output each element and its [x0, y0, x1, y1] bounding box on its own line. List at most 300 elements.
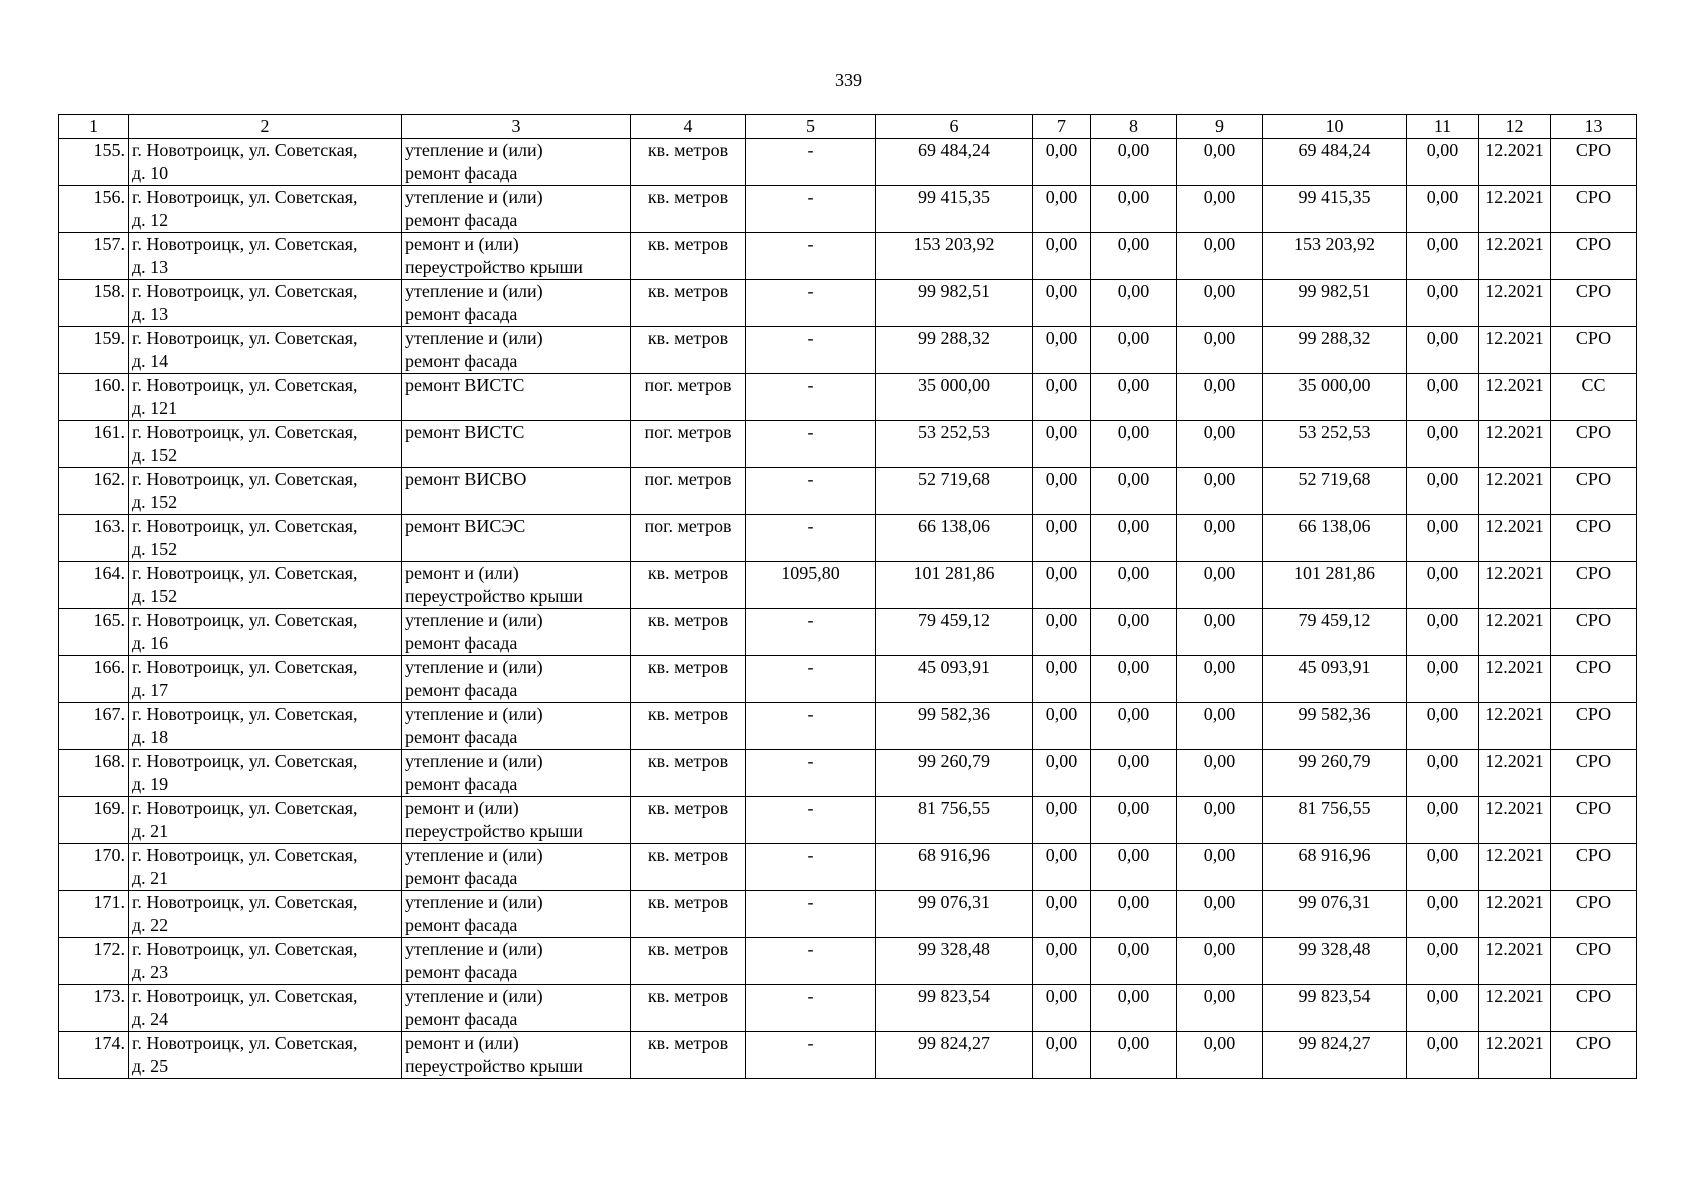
address-cell [129, 844, 402, 891]
col12-cell-text: 12.2021 [1485, 234, 1544, 254]
col5-cell-text: - [807, 422, 814, 442]
col6-cell [876, 327, 1033, 374]
col11-cell [1407, 139, 1479, 186]
work-type-cell-text: ремонт фасада [405, 1009, 518, 1029]
col10-cell-text: 52 719,68 [1298, 469, 1371, 489]
col8-cell-text: 0,00 [1117, 986, 1150, 1006]
col12-cell-text: 12.2021 [1485, 798, 1544, 818]
col9-cell-text: 0,00 [1203, 610, 1236, 630]
col12-cell-text: 12.2021 [1485, 751, 1544, 771]
col13-cell-text: СРО [1575, 140, 1612, 160]
work-type-cell-text: ремонт фасада [405, 210, 518, 230]
col6-cell-text: 99 076,31 [918, 892, 990, 912]
col11-cell-text: 0,00 [1426, 516, 1459, 536]
col10-cell [1263, 656, 1407, 703]
row-number-cell [59, 468, 129, 515]
address-cell [129, 985, 402, 1032]
unit-cell-text: пог. метров [644, 422, 732, 442]
col5-cell [746, 421, 876, 468]
col10-cell-text: 66 138,06 [1298, 516, 1371, 536]
unit-cell-text: кв. метров [647, 281, 729, 301]
col7-cell-text: 0,00 [1045, 516, 1078, 536]
row-number-cell [59, 703, 129, 750]
col13-cell [1551, 656, 1637, 703]
col6-cell-text: 66 138,06 [918, 516, 990, 536]
address-cell-text: д. 152 [132, 445, 178, 465]
row-number-cell-text: 164. [93, 563, 125, 583]
col11-cell [1407, 797, 1479, 844]
col10-cell-text: 35 000,00 [1298, 375, 1371, 395]
col12-cell-text: 12.2021 [1485, 375, 1544, 395]
address-cell-text: д. 152 [132, 586, 178, 606]
col12-cell-text: 12.2021 [1485, 986, 1544, 1006]
work-type-cell [402, 233, 631, 280]
col11-cell-text: 0,00 [1426, 751, 1459, 771]
work-type-cell-text: утепление и (или) [405, 187, 543, 207]
col8-cell-text: 0,00 [1117, 939, 1150, 959]
col6-cell [876, 139, 1033, 186]
col6-cell-text: 69 484,24 [918, 140, 990, 160]
work-type-cell-text: переустройство крыши [405, 1056, 583, 1076]
work-type-cell [402, 139, 631, 186]
table-row [59, 515, 1637, 562]
row-number-cell-text: 158. [93, 281, 125, 301]
col13-cell-text: СРО [1575, 281, 1612, 301]
col7-cell-text: 0,00 [1045, 375, 1078, 395]
col12-cell [1479, 985, 1551, 1032]
unit-cell [631, 515, 746, 562]
col13-cell-text: СС [1581, 375, 1606, 395]
col7-cell-text: 0,00 [1045, 563, 1078, 583]
col8-cell-text: 0,00 [1117, 657, 1150, 677]
col7-cell [1033, 139, 1091, 186]
col10-cell-text: 79 459,12 [1298, 610, 1371, 630]
col5-cell [746, 139, 876, 186]
table-row [59, 562, 1637, 609]
unit-cell [631, 1032, 746, 1079]
col11-cell-text: 0,00 [1426, 234, 1459, 254]
col12-cell [1479, 891, 1551, 938]
col7-cell-text: 0,00 [1045, 610, 1078, 630]
col6-cell [876, 280, 1033, 327]
col11-cell-text: 0,00 [1426, 845, 1459, 865]
col7-cell-text: 0,00 [1045, 845, 1078, 865]
col8-cell-text: 0,00 [1117, 845, 1150, 865]
unit-cell-text: пог. метров [644, 375, 732, 395]
row-number-cell-text: 167. [93, 704, 125, 724]
col8-cell-text: 0,00 [1117, 751, 1150, 771]
col9-cell [1177, 280, 1263, 327]
col10-cell-text: 69 484,24 [1298, 140, 1371, 160]
table-row [59, 421, 1637, 468]
table-row [59, 656, 1637, 703]
col9-cell-text: 0,00 [1203, 469, 1236, 489]
col8-cell-text: 0,00 [1117, 422, 1150, 442]
unit-cell [631, 374, 746, 421]
col5-cell-text: - [807, 798, 814, 818]
col8-cell [1091, 985, 1177, 1032]
col13-cell-text: СРО [1575, 516, 1612, 536]
unit-cell [631, 844, 746, 891]
col10-cell [1263, 421, 1407, 468]
column-header: 11 [1407, 115, 1479, 139]
row-number-cell [59, 562, 129, 609]
col9-cell-text: 0,00 [1203, 328, 1236, 348]
unit-cell-text: кв. метров [647, 986, 729, 1006]
col7-cell [1033, 985, 1091, 1032]
col11-cell-text: 0,00 [1426, 469, 1459, 489]
col7-cell [1033, 609, 1091, 656]
row-number-cell [59, 797, 129, 844]
col9-cell-text: 0,00 [1203, 892, 1236, 912]
col12-cell-text: 12.2021 [1485, 140, 1544, 160]
work-type-cell-text: утепление и (или) [405, 939, 543, 959]
work-type-cell [402, 186, 631, 233]
col10-cell-text: 45 093,91 [1298, 657, 1371, 677]
col10-cell [1263, 374, 1407, 421]
col10-cell [1263, 844, 1407, 891]
col9-cell-text: 0,00 [1203, 234, 1236, 254]
col8-cell [1091, 844, 1177, 891]
col7-cell-text: 0,00 [1045, 281, 1078, 301]
work-type-cell-text: ремонт фасада [405, 633, 518, 653]
col13-cell [1551, 844, 1637, 891]
address-cell-text: г. Новотроицк, ул. Советская, [132, 187, 358, 207]
address-cell-text: д. 24 [132, 1009, 169, 1029]
col9-cell-text: 0,00 [1203, 798, 1236, 818]
col9-cell-text: 0,00 [1203, 187, 1236, 207]
col13-cell-text: СРО [1575, 187, 1612, 207]
address-cell [129, 609, 402, 656]
col12-cell-text: 12.2021 [1485, 563, 1544, 583]
col8-cell [1091, 280, 1177, 327]
col5-cell-text: 1095,80 [781, 563, 840, 583]
unit-cell [631, 562, 746, 609]
col13-cell [1551, 1032, 1637, 1079]
col7-cell [1033, 562, 1091, 609]
address-cell-text: г. Новотроицк, ул. Советская, [132, 657, 358, 677]
work-type-cell-text: утепление и (или) [405, 281, 543, 301]
col13-cell-text: СРО [1575, 892, 1612, 912]
work-type-cell-text: ремонт фасада [405, 962, 518, 982]
col8-cell [1091, 327, 1177, 374]
col7-cell-text: 0,00 [1045, 422, 1078, 442]
table-row [59, 1032, 1637, 1079]
col11-cell [1407, 891, 1479, 938]
work-type-cell [402, 703, 631, 750]
col10-cell-text: 99 823,54 [1298, 986, 1371, 1006]
col6-cell-text: 99 823,54 [918, 986, 990, 1006]
unit-cell [631, 703, 746, 750]
col10-cell [1263, 515, 1407, 562]
address-cell [129, 515, 402, 562]
col6-cell [876, 750, 1033, 797]
address-cell [129, 750, 402, 797]
col8-cell [1091, 139, 1177, 186]
col8-cell-text: 0,00 [1117, 281, 1150, 301]
row-number-cell [59, 891, 129, 938]
work-type-cell-text: ремонт фасада [405, 868, 518, 888]
row-number-cell [59, 280, 129, 327]
col10-cell-text: 68 916,96 [1298, 845, 1371, 865]
col12-cell-text: 12.2021 [1485, 281, 1544, 301]
row-number-cell-text: 174. [93, 1033, 125, 1053]
work-type-cell [402, 844, 631, 891]
col8-cell [1091, 703, 1177, 750]
col11-cell [1407, 374, 1479, 421]
address-cell-text: г. Новотроицк, ул. Советская, [132, 516, 358, 536]
col6-cell [876, 797, 1033, 844]
col9-cell [1177, 327, 1263, 374]
col7-cell-text: 0,00 [1045, 234, 1078, 254]
work-type-cell [402, 421, 631, 468]
col10-cell-text: 99 415,35 [1298, 187, 1371, 207]
col11-cell [1407, 515, 1479, 562]
col6-cell-text: 101 281,86 [913, 563, 995, 583]
col10-cell [1263, 985, 1407, 1032]
address-cell-text: г. Новотроицк, ул. Советская, [132, 610, 358, 630]
col8-cell [1091, 891, 1177, 938]
col11-cell-text: 0,00 [1426, 610, 1459, 630]
col5-cell-text: - [807, 234, 814, 254]
col9-cell [1177, 515, 1263, 562]
col6-cell [876, 562, 1033, 609]
col11-cell-text: 0,00 [1426, 798, 1459, 818]
work-type-cell-text: ремонт фасада [405, 680, 518, 700]
col5-cell-text: - [807, 939, 814, 959]
col12-cell-text: 12.2021 [1485, 657, 1544, 677]
col11-cell [1407, 609, 1479, 656]
col10-cell [1263, 233, 1407, 280]
unit-cell [631, 985, 746, 1032]
col11-cell [1407, 844, 1479, 891]
col8-cell-text: 0,00 [1117, 704, 1150, 724]
col6-cell [876, 421, 1033, 468]
col5-cell [746, 938, 876, 985]
col13-cell-text: СРО [1575, 657, 1612, 677]
work-type-cell [402, 1032, 631, 1079]
address-cell-text: д. 18 [132, 727, 169, 747]
col8-cell-text: 0,00 [1117, 610, 1150, 630]
col13-cell [1551, 562, 1637, 609]
col5-cell-text: - [807, 140, 814, 160]
col12-cell [1479, 280, 1551, 327]
col10-cell-text: 153 203,92 [1294, 234, 1375, 254]
col6-cell-text: 99 260,79 [918, 751, 990, 771]
col12-cell [1479, 1032, 1551, 1079]
col8-cell [1091, 797, 1177, 844]
row-number-cell-text: 170. [93, 845, 125, 865]
work-type-cell-text: переустройство крыши [405, 257, 583, 277]
col5-cell [746, 468, 876, 515]
address-cell-text: д. 22 [132, 915, 169, 935]
col11-cell [1407, 233, 1479, 280]
col12-cell-text: 12.2021 [1485, 892, 1544, 912]
address-cell [129, 891, 402, 938]
address-cell-text: г. Новотроицк, ул. Советская, [132, 798, 358, 818]
work-type-cell-text: ремонт фасада [405, 304, 518, 324]
row-number-cell-text: 165. [93, 610, 125, 630]
col12-cell-text: 12.2021 [1485, 422, 1544, 442]
col5-cell [746, 233, 876, 280]
column-header: 4 [631, 115, 746, 139]
address-cell-text: д. 25 [132, 1056, 169, 1076]
col13-cell [1551, 280, 1637, 327]
col13-cell-text: СРО [1575, 1033, 1612, 1053]
unit-cell [631, 280, 746, 327]
col11-cell [1407, 468, 1479, 515]
col10-cell [1263, 327, 1407, 374]
col11-cell [1407, 750, 1479, 797]
row-number-cell [59, 515, 129, 562]
col10-cell [1263, 1032, 1407, 1079]
column-header: 10 [1263, 115, 1407, 139]
row-number-cell [59, 609, 129, 656]
col12-cell [1479, 844, 1551, 891]
col8-cell-text: 0,00 [1117, 469, 1150, 489]
address-cell-text: г. Новотроицк, ул. Советская, [132, 939, 358, 959]
table-row [59, 938, 1637, 985]
col5-cell-text: - [807, 657, 814, 677]
col13-cell [1551, 750, 1637, 797]
col11-cell-text: 0,00 [1426, 140, 1459, 160]
unit-cell-text: кв. метров [647, 798, 729, 818]
column-header: 3 [402, 115, 631, 139]
table-row [59, 609, 1637, 656]
col9-cell-text: 0,00 [1203, 375, 1236, 395]
col13-cell-text: СРО [1575, 610, 1612, 630]
col8-cell [1091, 656, 1177, 703]
col13-cell-text: СРО [1575, 422, 1612, 442]
address-cell-text: д. 12 [132, 210, 169, 230]
work-type-cell-text: ремонт фасада [405, 915, 518, 935]
col8-cell [1091, 562, 1177, 609]
unit-cell-text: кв. метров [647, 234, 729, 254]
col7-cell [1033, 233, 1091, 280]
col8-cell [1091, 233, 1177, 280]
col13-cell-text: СРО [1575, 704, 1612, 724]
col6-cell-text: 153 203,92 [913, 234, 995, 254]
unit-cell [631, 656, 746, 703]
work-type-cell-text: ремонт ВИСВО [405, 469, 527, 489]
col12-cell-text: 12.2021 [1485, 1033, 1544, 1053]
col10-cell [1263, 186, 1407, 233]
col8-cell [1091, 938, 1177, 985]
col7-cell-text: 0,00 [1045, 751, 1078, 771]
col5-cell-text: - [807, 187, 814, 207]
col13-cell [1551, 609, 1637, 656]
unit-cell-text: пог. метров [644, 469, 732, 489]
col8-cell-text: 0,00 [1117, 563, 1150, 583]
col8-cell-text: 0,00 [1117, 1033, 1150, 1053]
work-type-cell-text: ремонт ВИСТС [405, 375, 525, 395]
col8-cell [1091, 186, 1177, 233]
col6-cell [876, 985, 1033, 1032]
col11-cell [1407, 186, 1479, 233]
row-number-cell [59, 656, 129, 703]
address-cell [129, 562, 402, 609]
col13-cell [1551, 468, 1637, 515]
col8-cell [1091, 374, 1177, 421]
col7-cell [1033, 703, 1091, 750]
col6-cell-text: 35 000,00 [918, 375, 990, 395]
col8-cell [1091, 468, 1177, 515]
col11-cell [1407, 421, 1479, 468]
row-number-cell [59, 374, 129, 421]
col5-cell [746, 186, 876, 233]
work-type-cell [402, 891, 631, 938]
col12-cell [1479, 421, 1551, 468]
col8-cell [1091, 1032, 1177, 1079]
work-type-cell [402, 609, 631, 656]
col5-cell-text: - [807, 704, 814, 724]
col7-cell [1033, 797, 1091, 844]
col5-cell [746, 374, 876, 421]
unit-cell-text: кв. метров [647, 187, 729, 207]
col7-cell [1033, 938, 1091, 985]
address-cell [129, 656, 402, 703]
col6-cell [876, 1032, 1033, 1079]
address-cell-text: д. 23 [132, 962, 169, 982]
table-row [59, 327, 1637, 374]
address-cell-text: г. Новотроицк, ул. Советская, [132, 563, 358, 583]
col11-cell [1407, 938, 1479, 985]
row-number-cell [59, 844, 129, 891]
col6-cell-text: 99 288,32 [918, 328, 990, 348]
col11-cell [1407, 562, 1479, 609]
col13-cell-text: СРО [1575, 939, 1612, 959]
address-cell-text: г. Новотроицк, ул. Советская, [132, 375, 358, 395]
work-type-cell-text: утепление и (или) [405, 140, 543, 160]
col7-cell-text: 0,00 [1045, 469, 1078, 489]
row-number-cell [59, 233, 129, 280]
col7-cell-text: 0,00 [1045, 892, 1078, 912]
col5-cell [746, 844, 876, 891]
col10-cell [1263, 750, 1407, 797]
col12-cell-text: 12.2021 [1485, 610, 1544, 630]
col9-cell [1177, 374, 1263, 421]
work-type-cell-text: утепление и (или) [405, 610, 543, 630]
address-cell [129, 280, 402, 327]
address-cell-text: д. 16 [132, 633, 169, 653]
col12-cell [1479, 938, 1551, 985]
row-number-cell-text: 162. [93, 469, 125, 489]
row-number-cell-text: 163. [93, 516, 125, 536]
col13-cell [1551, 139, 1637, 186]
address-cell-text: г. Новотроицк, ул. Советская, [132, 1033, 358, 1053]
col13-cell-text: СРО [1575, 751, 1612, 771]
work-type-cell-text: утепление и (или) [405, 892, 543, 912]
row-number-cell [59, 938, 129, 985]
col11-cell [1407, 703, 1479, 750]
column-header: 9 [1177, 115, 1263, 139]
col11-cell [1407, 985, 1479, 1032]
unit-cell [631, 186, 746, 233]
col12-cell-text: 12.2021 [1485, 187, 1544, 207]
work-type-cell-text: ремонт и (или) [405, 798, 519, 818]
col9-cell [1177, 562, 1263, 609]
col9-cell-text: 0,00 [1203, 281, 1236, 301]
col6-cell [876, 233, 1033, 280]
col8-cell-text: 0,00 [1117, 140, 1150, 160]
col9-cell-text: 0,00 [1203, 845, 1236, 865]
col11-cell-text: 0,00 [1426, 422, 1459, 442]
col7-cell-text: 0,00 [1045, 704, 1078, 724]
column-header: 1 [59, 115, 129, 139]
col8-cell-text: 0,00 [1117, 798, 1150, 818]
col5-cell-text: - [807, 845, 814, 865]
col9-cell-text: 0,00 [1203, 751, 1236, 771]
